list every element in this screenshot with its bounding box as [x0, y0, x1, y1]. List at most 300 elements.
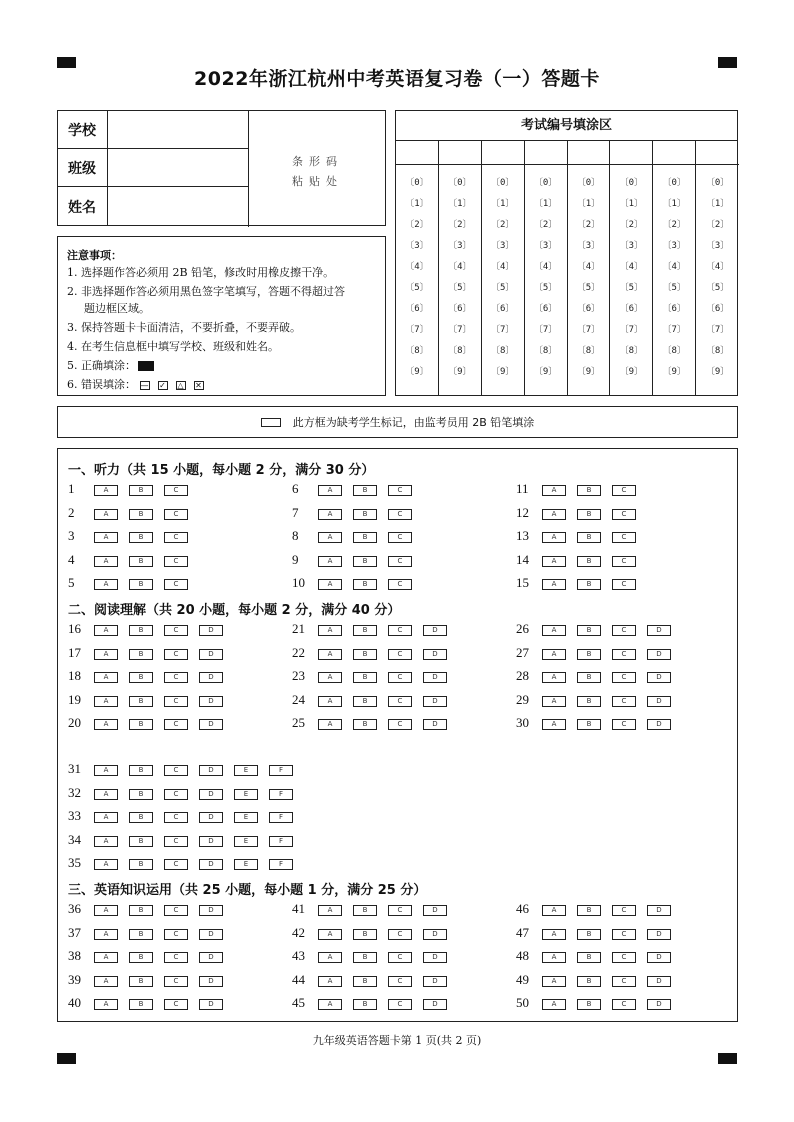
answer-option-bubble[interactable]: B — [577, 952, 601, 963]
answer-option-bubble[interactable]: D — [423, 719, 447, 730]
answer-option-bubble[interactable]: A — [542, 625, 566, 636]
answer-option-bubble[interactable]: D — [423, 952, 447, 963]
exam-digit-bubble[interactable]: 〔8〕 — [533, 346, 558, 356]
answer-option-bubble[interactable]: B — [129, 509, 153, 520]
exam-digit-bubble[interactable]: 〔7〕 — [619, 325, 644, 335]
answer-option-bubble[interactable]: A — [318, 625, 342, 636]
answer-option-bubble[interactable]: C — [388, 696, 412, 707]
question-number: 15 — [516, 575, 529, 590]
exam-digit-bubble[interactable]: 〔9〕 — [533, 367, 558, 377]
answer-option-bubble[interactable]: C — [388, 672, 412, 683]
answer-option-bubble[interactable]: B — [129, 976, 153, 987]
answer-option-bubble[interactable]: C — [612, 649, 636, 660]
section-2-title: 二、阅读理解（共 20 小题，每小题 2 分，满分 40 分） — [68, 603, 401, 618]
answer-option-bubble[interactable]: D — [199, 649, 223, 660]
question-number: 11 — [516, 481, 529, 496]
answer-option-bubble[interactable]: D — [423, 672, 447, 683]
answer-option-bubble[interactable]: A — [542, 556, 566, 567]
answer-option-bubble[interactable]: C — [164, 719, 188, 730]
answer-option-bubble[interactable]: B — [353, 905, 377, 916]
answer-option-bubble[interactable]: D — [199, 976, 223, 987]
answer-option-bubble[interactable]: B — [129, 929, 153, 940]
question-number: 50 — [516, 995, 529, 1010]
exam-number-write-cell[interactable] — [396, 141, 439, 165]
answer-option-bubble[interactable]: A — [94, 905, 118, 916]
answer-option-bubble[interactable]: A — [318, 672, 342, 683]
answer-option-bubble[interactable]: F — [269, 789, 293, 800]
exam-digit-bubble[interactable]: 〔9〕 — [705, 367, 730, 377]
exam-digit-bubble[interactable]: 〔1〕 — [705, 199, 730, 209]
answer-option-bubble[interactable]: C — [164, 905, 188, 916]
answer-option-bubble[interactable]: B — [129, 952, 153, 963]
answer-option-bubble[interactable]: B — [577, 719, 601, 730]
exam-digit-bubble[interactable]: 〔5〕 — [576, 283, 601, 293]
answer-option-bubble[interactable]: B — [353, 556, 377, 567]
answer-option-bubble[interactable]: B — [129, 905, 153, 916]
note-2b: 题边框区域。 — [84, 302, 150, 315]
exam-digit-bubble[interactable]: 〔2〕 — [705, 220, 730, 230]
exam-digit-bubble[interactable]: 〔2〕 — [490, 220, 515, 230]
answer-option-bubble[interactable]: A — [542, 929, 566, 940]
answer-option-bubble[interactable]: B — [577, 672, 601, 683]
timing-mark-bottom-left — [57, 1053, 76, 1064]
absent-box — [57, 406, 738, 438]
answer-option-bubble[interactable]: C — [388, 532, 412, 543]
answer-option-bubble[interactable]: C — [164, 765, 188, 776]
answer-option-bubble[interactable]: D — [647, 999, 671, 1010]
exam-digit-bubble[interactable]: 〔7〕 — [533, 325, 558, 335]
answer-option-bubble[interactable]: D — [199, 789, 223, 800]
answer-option-bubble[interactable]: A — [94, 696, 118, 707]
answer-option-bubble[interactable]: B — [353, 952, 377, 963]
answer-option-bubble[interactable]: E — [234, 836, 258, 847]
answer-option-bubble[interactable]: E — [234, 859, 258, 870]
exam-digit-bubble[interactable]: 〔7〕 — [490, 325, 515, 335]
answer-option-bubble[interactable]: B — [129, 765, 153, 776]
exam-digit-bubble[interactable]: 〔7〕 — [662, 325, 686, 335]
exam-number-write-cell[interactable] — [696, 141, 739, 165]
exam-digit-bubble[interactable]: 〔7〕 — [448, 325, 472, 335]
answer-option-bubble[interactable]: B — [577, 976, 601, 987]
exam-number-write-cell[interactable] — [610, 141, 653, 165]
answer-option-bubble[interactable]: C — [612, 952, 636, 963]
answer-option-bubble[interactable]: F — [269, 859, 293, 870]
exam-number-write-cell[interactable] — [568, 141, 611, 165]
answer-option-bubble[interactable]: B — [129, 579, 153, 590]
answer-option-bubble[interactable]: A — [94, 719, 118, 730]
answer-option-bubble[interactable]: C — [612, 532, 636, 543]
answer-option-bubble[interactable]: A — [94, 649, 118, 660]
exam-number-write-cell[interactable] — [439, 141, 482, 165]
exam-digit-bubble[interactable]: 〔4〕 — [533, 262, 558, 272]
exam-digit-bubble[interactable]: 〔8〕 — [448, 346, 472, 356]
exam-digit-bubble[interactable]: 〔9〕 — [405, 367, 429, 377]
question-number: 46 — [516, 901, 529, 916]
answer-option-bubble[interactable]: D — [199, 952, 223, 963]
answer-option-bubble[interactable]: B — [129, 649, 153, 660]
answer-option-bubble[interactable]: B — [353, 625, 377, 636]
answer-option-bubble[interactable]: D — [423, 696, 447, 707]
answer-option-bubble[interactable]: C — [612, 509, 636, 520]
answer-option-bubble[interactable]: A — [318, 532, 342, 543]
answer-option-bubble[interactable]: B — [129, 532, 153, 543]
exam-number-write-cell[interactable] — [525, 141, 568, 165]
exam-digit-bubble[interactable]: 〔6〕 — [490, 304, 515, 314]
exam-digit-bubble[interactable]: 〔4〕 — [576, 262, 601, 272]
exam-digit-bubble[interactable]: 〔0〕 — [533, 178, 558, 188]
answer-option-bubble[interactable]: C — [388, 929, 412, 940]
answer-option-bubble[interactable]: C — [164, 509, 188, 520]
answer-option-bubble[interactable]: C — [388, 719, 412, 730]
exam-digit-bubble[interactable]: 〔1〕 — [533, 199, 558, 209]
exam-number-write-cell[interactable] — [653, 141, 696, 165]
answer-option-bubble[interactable]: A — [542, 485, 566, 496]
question-number: 30 — [516, 715, 529, 730]
exam-digit-bubble[interactable]: 〔4〕 — [405, 262, 429, 272]
absent-checkbox[interactable] — [261, 418, 281, 427]
question-number: 26 — [516, 621, 529, 636]
answer-option-bubble[interactable]: B — [129, 812, 153, 823]
answer-option-bubble[interactable]: A — [94, 509, 118, 520]
exam-digit-bubble[interactable]: 〔5〕 — [448, 283, 472, 293]
answer-option-bubble[interactable]: A — [318, 556, 342, 567]
exam-digit-bubble[interactable]: 〔4〕 — [448, 262, 472, 272]
answer-option-bubble[interactable]: B — [353, 929, 377, 940]
answer-option-bubble[interactable]: C — [388, 976, 412, 987]
exam-digit-bubble[interactable]: 〔9〕 — [619, 367, 644, 377]
answer-option-bubble[interactable]: B — [129, 485, 153, 496]
answer-option-bubble[interactable]: A — [542, 952, 566, 963]
answer-option-bubble[interactable]: D — [647, 952, 671, 963]
answer-option-bubble[interactable]: C — [612, 556, 636, 567]
answer-option-bubble[interactable]: B — [353, 649, 377, 660]
answer-option-bubble[interactable]: B — [353, 696, 377, 707]
answer-option-bubble[interactable]: B — [353, 579, 377, 590]
timing-mark-bottom-right — [718, 1053, 737, 1064]
answer-option-bubble[interactable]: B — [353, 999, 377, 1010]
exam-digit-bubble[interactable]: 〔8〕 — [576, 346, 601, 356]
answer-option-bubble[interactable]: D — [647, 976, 671, 987]
answer-option-bubble[interactable]: A — [318, 485, 342, 496]
answer-option-bubble[interactable]: C — [164, 859, 188, 870]
exam-digit-bubble[interactable]: 〔5〕 — [662, 283, 686, 293]
answer-option-bubble[interactable]: A — [318, 649, 342, 660]
answer-option-bubble[interactable]: C — [164, 952, 188, 963]
answer-option-bubble[interactable]: A — [542, 976, 566, 987]
exam-digit-bubble[interactable]: 〔4〕 — [490, 262, 515, 272]
answer-option-bubble[interactable]: B — [129, 556, 153, 567]
answer-option-bubble[interactable]: A — [94, 765, 118, 776]
answer-option-bubble[interactable]: A — [542, 999, 566, 1010]
answer-option-bubble[interactable]: B — [577, 532, 601, 543]
exam-digit-bubble[interactable]: 〔1〕 — [448, 199, 472, 209]
answer-option-bubble[interactable]: D — [199, 905, 223, 916]
answer-option-bubble[interactable]: B — [577, 929, 601, 940]
answer-option-bubble[interactable]: B — [353, 532, 377, 543]
answer-option-bubble[interactable]: E — [234, 812, 258, 823]
answer-option-bubble[interactable]: D — [423, 999, 447, 1010]
exam-digit-bubble[interactable]: 〔2〕 — [448, 220, 472, 230]
answer-option-bubble[interactable]: F — [269, 765, 293, 776]
answer-option-bubble[interactable]: A — [542, 649, 566, 660]
answer-option-bubble[interactable]: A — [542, 532, 566, 543]
answer-option-bubble[interactable]: F — [269, 812, 293, 823]
answer-option-bubble[interactable]: A — [318, 905, 342, 916]
answer-option-bubble[interactable]: A — [318, 719, 342, 730]
answer-option-bubble[interactable]: A — [94, 485, 118, 496]
answer-option-bubble[interactable]: B — [353, 672, 377, 683]
answer-option-bubble[interactable]: A — [318, 696, 342, 707]
answer-option-bubble[interactable]: C — [164, 812, 188, 823]
exam-digit-bubble[interactable]: 〔0〕 — [662, 178, 686, 188]
answer-option-bubble[interactable]: C — [164, 556, 188, 567]
exam-digit-bubble[interactable]: 〔9〕 — [576, 367, 601, 377]
exam-digit-bubble[interactable]: 〔2〕 — [619, 220, 644, 230]
exam-digit-bubble[interactable]: 〔5〕 — [490, 283, 515, 293]
wrong-fill-check-icon: ✓ — [159, 380, 166, 390]
exam-digit-bubble[interactable]: 〔9〕 — [662, 367, 686, 377]
answer-option-bubble[interactable]: C — [388, 649, 412, 660]
exam-digit-bubble[interactable]: 〔0〕 — [619, 178, 644, 188]
answer-option-bubble[interactable]: B — [129, 789, 153, 800]
answer-option-bubble[interactable]: A — [94, 859, 118, 870]
answer-option-bubble[interactable]: B — [129, 836, 153, 847]
answer-option-bubble[interactable]: B — [353, 719, 377, 730]
answer-option-bubble[interactable]: D — [199, 765, 223, 776]
exam-digit-bubble[interactable]: 〔1〕 — [619, 199, 644, 209]
answer-option-bubble[interactable]: A — [94, 625, 118, 636]
answer-option-bubble[interactable]: C — [164, 999, 188, 1010]
exam-digit-bubble[interactable]: 〔8〕 — [405, 346, 429, 356]
exam-digit-bubble[interactable]: 〔7〕 — [705, 325, 730, 335]
answer-option-bubble[interactable]: A — [94, 836, 118, 847]
answer-option-bubble[interactable]: A — [94, 789, 118, 800]
exam-digit-bubble[interactable]: 〔0〕 — [490, 178, 515, 188]
answer-option-bubble[interactable]: A — [94, 672, 118, 683]
answer-option-bubble[interactable]: A — [318, 929, 342, 940]
question-number: 21 — [292, 621, 305, 636]
answer-option-bubble[interactable]: B — [129, 999, 153, 1010]
answer-option-bubble[interactable]: C — [612, 929, 636, 940]
answer-option-bubble[interactable]: A — [94, 976, 118, 987]
answer-option-bubble[interactable]: C — [388, 999, 412, 1010]
exam-digit-bubble[interactable]: 〔3〕 — [705, 241, 730, 251]
answer-option-bubble[interactable]: D — [423, 976, 447, 987]
answer-option-bubble[interactable]: C — [612, 485, 636, 496]
answer-option-bubble[interactable]: D — [423, 905, 447, 916]
exam-digit-bubble[interactable]: 〔8〕 — [705, 346, 730, 356]
answer-option-bubble[interactable]: D — [199, 929, 223, 940]
exam-digit-bubble[interactable]: 〔9〕 — [490, 367, 515, 377]
exam-digit-bubble[interactable]: 〔3〕 — [405, 241, 429, 251]
exam-digit-bubble[interactable]: 〔6〕 — [448, 304, 472, 314]
exam-digit-bubble[interactable]: 〔1〕 — [662, 199, 686, 209]
answer-option-bubble[interactable]: C — [164, 649, 188, 660]
answer-option-bubble[interactable]: C — [164, 625, 188, 636]
exam-number-write-cell[interactable] — [482, 141, 525, 165]
exam-digit-bubble[interactable]: 〔6〕 — [576, 304, 601, 314]
answer-option-bubble[interactable]: E — [234, 789, 258, 800]
exam-digit-bubble[interactable]: 〔7〕 — [405, 325, 429, 335]
answer-option-bubble[interactable]: D — [647, 649, 671, 660]
answer-option-bubble[interactable]: B — [353, 485, 377, 496]
answer-option-bubble[interactable]: A — [94, 812, 118, 823]
answer-option-bubble[interactable]: C — [388, 509, 412, 520]
exam-digit-bubble[interactable]: 〔3〕 — [619, 241, 644, 251]
exam-digit-bubble[interactable]: 〔0〕 — [705, 178, 730, 188]
answer-option-bubble[interactable]: D — [647, 929, 671, 940]
answer-option-bubble[interactable]: C — [612, 905, 636, 916]
exam-digit-bubble[interactable]: 〔2〕 — [576, 220, 601, 230]
exam-digit-bubble[interactable]: 〔6〕 — [405, 304, 429, 314]
answer-option-bubble[interactable]: C — [164, 532, 188, 543]
question-number: 5 — [68, 575, 75, 590]
exam-digit-bubble[interactable]: 〔2〕 — [662, 220, 686, 230]
answer-option-bubble[interactable]: B — [129, 672, 153, 683]
exam-digit-bubble[interactable]: 〔7〕 — [576, 325, 601, 335]
answer-option-bubble[interactable]: C — [164, 789, 188, 800]
answer-option-bubble[interactable]: C — [164, 836, 188, 847]
answer-option-bubble[interactable]: A — [318, 579, 342, 590]
answer-option-bubble[interactable]: B — [577, 999, 601, 1010]
exam-digit-bubble[interactable]: 〔0〕 — [576, 178, 601, 188]
exam-digit-bubble[interactable]: 〔6〕 — [705, 304, 730, 314]
answer-option-bubble[interactable]: B — [577, 649, 601, 660]
exam-digit-bubble[interactable]: 〔2〕 — [405, 220, 429, 230]
exam-digit-bubble[interactable]: 〔1〕 — [576, 199, 601, 209]
school-row — [58, 111, 248, 149]
exam-digit-bubble[interactable]: 〔4〕 — [619, 262, 644, 272]
answer-option-bubble[interactable]: B — [577, 696, 601, 707]
answer-option-bubble[interactable]: A — [318, 509, 342, 520]
exam-digit-bubble[interactable]: 〔8〕 — [490, 346, 515, 356]
answer-option-bubble[interactable]: B — [129, 696, 153, 707]
answer-option-bubble[interactable]: C — [612, 719, 636, 730]
answer-option-bubble[interactable]: B — [353, 976, 377, 987]
answer-option-bubble[interactable]: A — [542, 696, 566, 707]
answer-option-bubble[interactable]: A — [542, 905, 566, 916]
answer-option-bubble[interactable]: C — [164, 485, 188, 496]
answer-option-bubble[interactable]: C — [164, 672, 188, 683]
answer-option-bubble[interactable]: D — [647, 672, 671, 683]
answer-option-bubble[interactable]: B — [577, 579, 601, 590]
answer-option-bubble[interactable]: A — [94, 952, 118, 963]
answer-option-bubble[interactable]: B — [129, 859, 153, 870]
answer-option-bubble[interactable]: C — [612, 625, 636, 636]
exam-digit-bubble[interactable]: 〔3〕 — [448, 241, 472, 251]
answer-option-bubble[interactable]: C — [388, 625, 412, 636]
exam-digit-bubble[interactable]: 〔6〕 — [533, 304, 558, 314]
exam-digit-bubble[interactable]: 〔1〕 — [405, 199, 429, 209]
answer-option-bubble[interactable]: A — [542, 509, 566, 520]
answer-option-bubble[interactable]: A — [318, 999, 342, 1010]
exam-digit-bubble[interactable]: 〔4〕 — [662, 262, 686, 272]
answer-option-bubble[interactable]: C — [164, 696, 188, 707]
answer-option-bubble[interactable]: C — [612, 672, 636, 683]
answer-option-bubble[interactable]: D — [199, 672, 223, 683]
answer-option-bubble[interactable]: C — [612, 696, 636, 707]
answer-option-bubble[interactable]: D — [199, 719, 223, 730]
exam-digit-bubble[interactable]: 〔0〕 — [448, 178, 472, 188]
exam-digit-bubble[interactable]: 〔4〕 — [705, 262, 730, 272]
answer-option-bubble[interactable]: D — [199, 625, 223, 636]
answer-option-bubble[interactable]: D — [199, 836, 223, 847]
answer-option-bubble[interactable]: C — [388, 952, 412, 963]
answer-option-bubble[interactable]: C — [388, 485, 412, 496]
answer-option-bubble[interactable]: C — [164, 929, 188, 940]
exam-digit-bubble[interactable]: 〔0〕 — [405, 178, 429, 188]
exam-digit-bubble[interactable]: 〔5〕 — [533, 283, 558, 293]
answer-option-bubble[interactable]: C — [612, 579, 636, 590]
exam-digit-bubble[interactable]: 〔5〕 — [705, 283, 730, 293]
exam-digit-bubble[interactable]: 〔3〕 — [533, 241, 558, 251]
answer-option-bubble[interactable]: D — [647, 696, 671, 707]
answer-option-bubble[interactable]: A — [94, 999, 118, 1010]
exam-digit-bubble[interactable]: 〔1〕 — [490, 199, 515, 209]
exam-digit-bubble[interactable]: 〔2〕 — [533, 220, 558, 230]
answer-option-bubble[interactable]: C — [612, 999, 636, 1010]
answer-option-bubble[interactable]: B — [129, 625, 153, 636]
answer-option-bubble[interactable]: C — [612, 976, 636, 987]
answer-option-bubble[interactable]: B — [577, 625, 601, 636]
answer-option-bubble[interactable]: D — [199, 999, 223, 1010]
answer-option-bubble[interactable]: E — [234, 765, 258, 776]
section-3-title: 三、英语知识运用（共 25 小题，每小题 1 分，满分 25 分） — [68, 883, 427, 898]
exam-digit-bubble[interactable]: 〔8〕 — [619, 346, 644, 356]
answer-option-bubble[interactable]: C — [164, 579, 188, 590]
answer-option-bubble[interactable]: A — [94, 532, 118, 543]
answer-option-bubble[interactable]: B — [353, 509, 377, 520]
exam-digit-bubble[interactable]: 〔3〕 — [662, 241, 686, 251]
answer-option-bubble[interactable]: C — [388, 905, 412, 916]
answer-option-bubble[interactable]: D — [199, 696, 223, 707]
answer-option-bubble[interactable]: C — [164, 976, 188, 987]
exam-digit-bubble[interactable]: 〔3〕 — [576, 241, 601, 251]
answer-option-bubble[interactable]: B — [577, 556, 601, 567]
answer-option-bubble[interactable]: A — [94, 929, 118, 940]
answer-option-bubble[interactable]: A — [542, 579, 566, 590]
exam-digit-bubble[interactable]: 〔6〕 — [619, 304, 644, 314]
exam-digit-bubble[interactable]: 〔8〕 — [662, 346, 686, 356]
answer-option-bubble[interactable]: D — [647, 905, 671, 916]
exam-digit-bubble[interactable]: 〔3〕 — [490, 241, 515, 251]
answer-option-bubble[interactable]: B — [577, 485, 601, 496]
answer-option-bubble[interactable]: D — [647, 719, 671, 730]
answer-option-bubble[interactable]: F — [269, 836, 293, 847]
exam-digit-bubble[interactable]: 〔9〕 — [448, 367, 472, 377]
exam-digit-bubble[interactable]: 〔5〕 — [405, 283, 429, 293]
answer-option-bubble[interactable]: A — [318, 952, 342, 963]
answer-option-bubble[interactable]: B — [577, 905, 601, 916]
answer-option-bubble[interactable]: A — [94, 556, 118, 567]
answer-option-bubble[interactable]: B — [577, 509, 601, 520]
answer-option-bubble[interactable]: C — [388, 579, 412, 590]
answer-option-bubble[interactable]: D — [423, 625, 447, 636]
answer-option-bubble[interactable]: D — [199, 812, 223, 823]
answer-option-bubble[interactable]: D — [423, 649, 447, 660]
answer-option-bubble[interactable]: A — [94, 579, 118, 590]
answer-option-bubble[interactable]: A — [542, 672, 566, 683]
answer-option-bubble[interactable]: D — [199, 859, 223, 870]
answer-option-bubble[interactable]: C — [388, 556, 412, 567]
answer-option-bubble[interactable]: D — [423, 929, 447, 940]
exam-digit-bubble[interactable]: 〔6〕 — [662, 304, 686, 314]
answer-option-bubble[interactable]: A — [542, 719, 566, 730]
exam-digit-bubble[interactable]: 〔5〕 — [619, 283, 644, 293]
answer-option-bubble[interactable]: B — [129, 719, 153, 730]
answer-option-bubble[interactable]: D — [647, 625, 671, 636]
answer-option-bubble[interactable]: A — [318, 976, 342, 987]
